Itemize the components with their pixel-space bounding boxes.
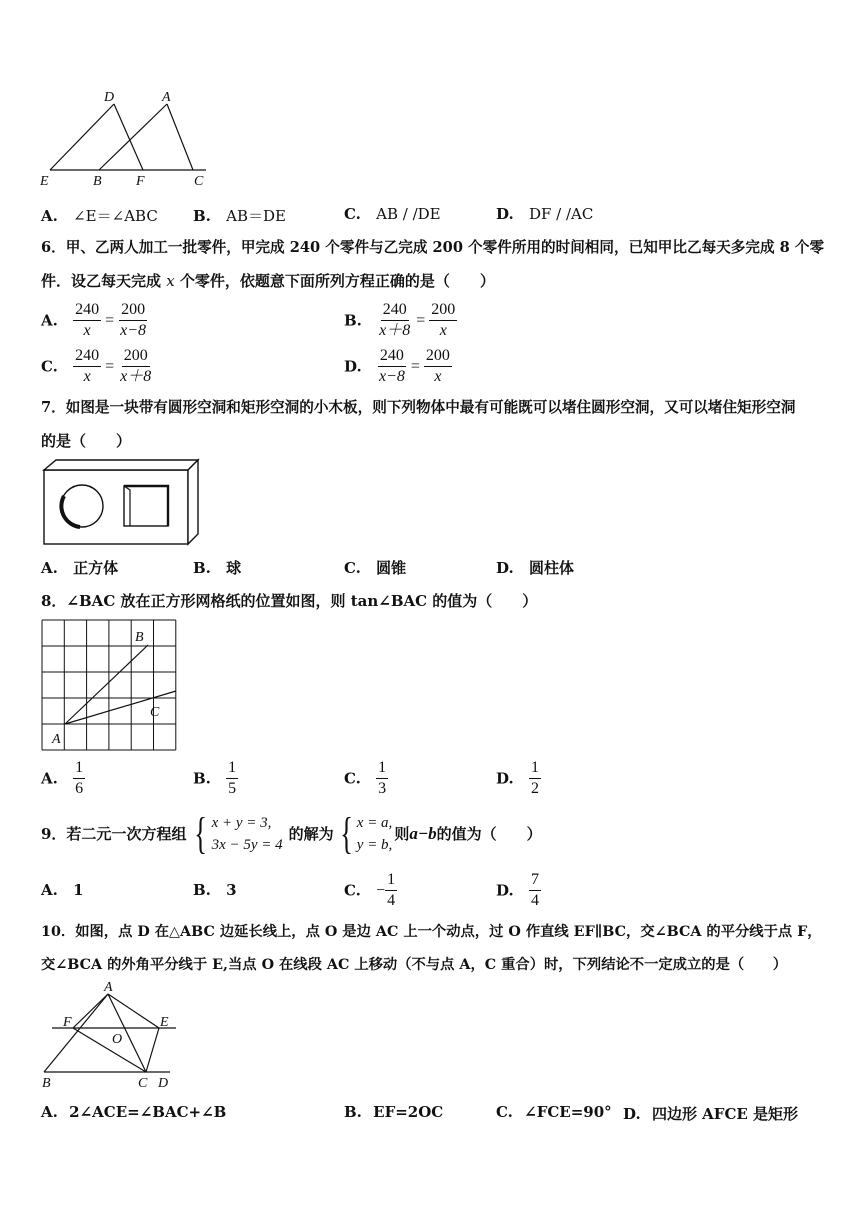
q6-option-c[interactable]: C. $\frac{240}{x}$ = $\frac{200}{x+8}$: [41, 347, 152, 385]
q8-option-d[interactable]: D. $\frac{1}{2}$: [496, 759, 539, 797]
q6-stem-line2: 件．设乙每天完成 x 个零件，依题意下面所列方程正确的是（ ）: [41, 272, 495, 290]
q9-option-a[interactable]: A. 1: [41, 881, 84, 899]
q6-a-right-fraction: $\frac{200}{x-8}$: [120, 301, 147, 339]
q8-option-b[interactable]: B. $\frac{1}{5}$: [193, 759, 237, 797]
q7-option-d[interactable]: D. 圆柱体: [496, 559, 574, 577]
q5-label-f: F: [136, 174, 145, 189]
q5-figure: [36, 86, 226, 190]
q5-option-d[interactable]: D. DF / /AC: [496, 205, 594, 223]
q6-b-right-fraction: $\frac{200}{x}$: [431, 301, 456, 339]
q6-c-left-fraction: $\frac{240}{x}$: [75, 347, 100, 385]
q6-stem-line1: 6．甲、乙两人加工一批零件，甲完成 240 个零件与乙完成 200 个零件所用的时间相同，已知甲比乙每天多完成 8 个零: [41, 239, 825, 256]
q5-label-c: C: [194, 174, 204, 189]
q10-label-f: F: [63, 1015, 72, 1030]
q9-option-d[interactable]: D. $\frac{7}{4}$: [496, 871, 539, 909]
q10-label-e: E: [160, 1015, 169, 1030]
q8-option-c[interactable]: C. $\frac{1}{3}$: [344, 759, 387, 797]
q5-segment-df: [114, 104, 143, 170]
q10-label-d: D: [158, 1076, 169, 1091]
q5-label-e: E: [40, 174, 49, 189]
q10-option-a[interactable]: A. 2∠ACE=∠BAC+∠B: [41, 1103, 227, 1121]
q9-system-2: { x = a, y = b,: [339, 809, 393, 858]
q10-label-o: O: [112, 1032, 123, 1047]
q8-stem: 8．∠BAC 放在正方形网格纸的位置如图，则 tan∠BAC 的值为（ ）: [41, 592, 538, 610]
q9-option-c[interactable]: C. − $\frac{1}{4}$: [344, 871, 396, 909]
q5-option-a[interactable]: A. ∠E＝∠ABC: [41, 207, 158, 225]
q10-label-a: A: [104, 980, 113, 995]
q5-segment-ac: [167, 104, 193, 170]
q7-option-b[interactable]: B. 球: [193, 559, 242, 577]
q6-d-right-fraction: $\frac{200}{x}$: [425, 347, 450, 385]
q10-label-c: C: [138, 1076, 148, 1091]
q10-stem-line1: 10．如图，点 D 在△ABC 边延长线上，点 O 是边 AC 上一个动点，过 O 作直线 EF∥BC，交∠BCA 的平分线于点 F，: [41, 924, 822, 940]
q5-option-b[interactable]: B. AB＝DE: [193, 207, 286, 225]
q8-label-b: B: [135, 630, 144, 645]
q7-stem-line2: 的是（ ）: [41, 432, 132, 450]
q8-grid-figure: [38, 617, 180, 755]
q8-option-a[interactable]: A. $\frac{1}{6}$: [41, 759, 84, 797]
q6-option-d[interactable]: D. $\frac{240}{x-8}$ = $\frac{200}{x}$: [344, 347, 450, 385]
q6-c-right-fraction: $\frac{200}{x+8}$: [120, 347, 152, 385]
q7-square-hole: [124, 486, 168, 526]
q9-system-1: { x + y = 3, 3x − 5y = 4: [194, 809, 283, 858]
q5-label-d: D: [104, 90, 115, 105]
q10-figure: [38, 980, 182, 1092]
q6-option-b[interactable]: B. $\frac{240}{x+8}$ = $\frac{200}{x}$: [344, 301, 456, 339]
q5-label-a: A: [162, 90, 171, 105]
q5-segment-ed: [50, 104, 114, 170]
q6-option-a[interactable]: A. $\frac{240}{x}$ = $\frac{200}{x-8}$: [41, 301, 147, 339]
q10-stem-line2: 交∠BCA 的外角平分线于 E,当点 O 在线段 AC 上移动（不与点 A，C 重合）时，下列结论不一定成立的是（ ）: [41, 957, 788, 973]
q5-option-c[interactable]: C. AB / /DE: [344, 205, 441, 223]
q7-option-c[interactable]: C. 圆锥: [344, 559, 407, 577]
q5-label-b: B: [93, 174, 102, 189]
q6-d-left-fraction: $\frac{240}{x-8}$: [378, 347, 405, 385]
q10-option-b[interactable]: B. EF=2OC: [344, 1103, 444, 1121]
q10-label-b: B: [42, 1076, 51, 1091]
q10-option-d[interactable]: D. 四边形 AFCE 是矩形: [623, 1105, 799, 1123]
q10-option-c[interactable]: C. ∠FCE=90°: [496, 1103, 612, 1121]
q9-stem: 9．若二元一次方程组 { x + y = 3, 3x − 5y = 4 的解为 { x = a, y = b, 则 a−b 的值为（ ）: [41, 809, 542, 858]
q9-option-b[interactable]: B. 3: [193, 881, 237, 899]
q6-b-left-fraction: $\frac{240}{x+8}$: [379, 301, 411, 339]
q7-option-a[interactable]: A. 正方体: [41, 559, 119, 577]
q8-label-a: A: [52, 732, 61, 747]
q8-label-c: C: [150, 705, 160, 720]
q5-segment-ba: [99, 104, 167, 170]
q7-stem-line1: 7．如图是一块带有圆形空洞和矩形空洞的小木板，则下列物体中最有可能既可以堵住圆形空洞，又可以堵住矩形空洞: [41, 399, 796, 416]
q7-board-figure: [40, 458, 202, 550]
q6-a-left-fraction: $\frac{240}{x}$: [75, 301, 100, 339]
